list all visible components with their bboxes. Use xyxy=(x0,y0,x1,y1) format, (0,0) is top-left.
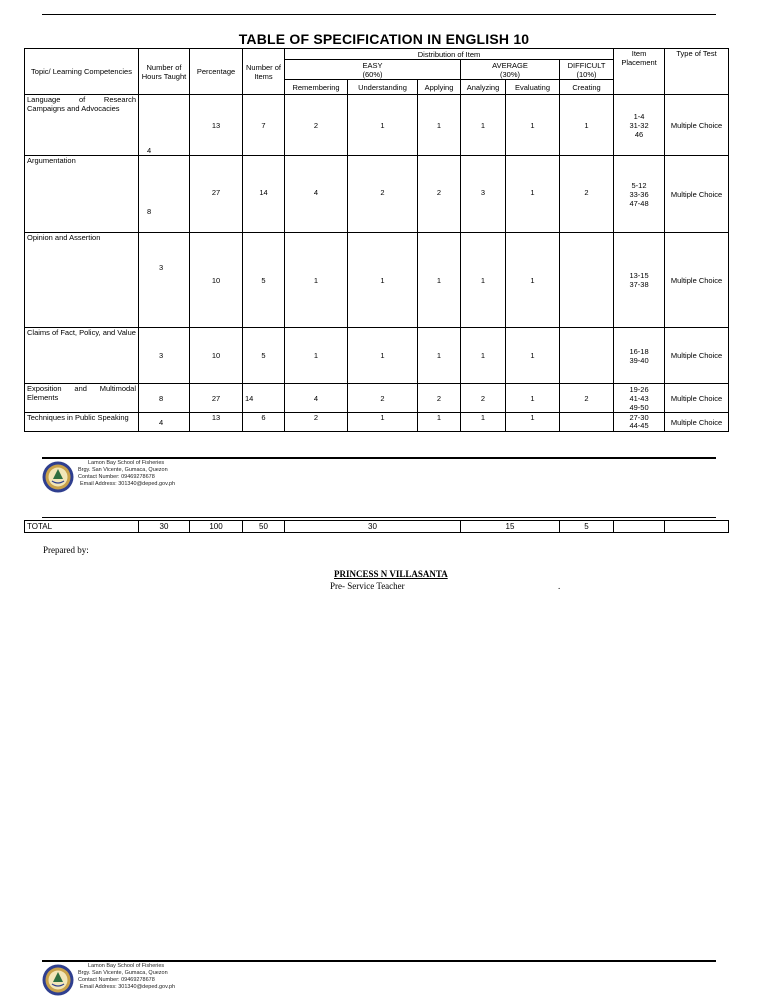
row-understanding: 1 xyxy=(348,233,418,328)
total-percentage: 100 xyxy=(190,521,243,533)
row-applying: 2 xyxy=(418,384,461,413)
row-analyzing: 2 xyxy=(461,384,506,413)
row-placement: 27-30 44-45 xyxy=(614,413,665,432)
row-topic: Argumentation xyxy=(25,156,139,233)
row-hours: 8 xyxy=(139,156,190,233)
row-items: 5 xyxy=(243,328,285,384)
top-rule xyxy=(42,14,716,15)
row-hours: 8 xyxy=(139,384,190,413)
row-creating xyxy=(560,233,614,328)
school-address: Brgy. San Vicente, Gumaca, Quezon xyxy=(78,970,168,976)
header-placement: Item Placement xyxy=(614,49,665,95)
row-type: Multiple Choice xyxy=(665,328,729,384)
row-type: Multiple Choice xyxy=(665,95,729,156)
school-seal-icon xyxy=(42,461,74,493)
row-applying: 1 xyxy=(418,95,461,156)
total-table xyxy=(24,520,729,533)
row-creating xyxy=(560,328,614,384)
total-difficult: 5 xyxy=(560,521,614,533)
header-percentage: Percentage xyxy=(190,49,243,95)
row-placement: 16-18 39-40 xyxy=(614,328,665,384)
school-info xyxy=(78,963,175,991)
total-rule xyxy=(42,517,716,518)
row-analyzing: 1 xyxy=(461,328,506,384)
signatory-role: Pre- Service Teacher xyxy=(330,581,405,591)
row-topic: Exposition and Multimodal Elements xyxy=(25,384,139,413)
row-understanding: 1 xyxy=(348,328,418,384)
row-items: 6 xyxy=(243,413,285,432)
row-placement: 19-26 41-43 49-50 xyxy=(614,384,665,413)
row-evaluating: 1 xyxy=(506,328,560,384)
header-type: Type of Test xyxy=(665,49,729,95)
row-understanding: 1 xyxy=(348,413,418,432)
row-applying: 1 xyxy=(418,328,461,384)
school-footer xyxy=(42,457,716,497)
total-average: 15 xyxy=(461,521,560,533)
row-evaluating: 1 xyxy=(506,156,560,233)
row-understanding: 2 xyxy=(348,156,418,233)
total-label: TOTAL xyxy=(25,521,139,533)
row-understanding: 2 xyxy=(348,384,418,413)
school-email: Email Address: 301340@deped.gov.ph xyxy=(80,984,176,990)
row-applying: 1 xyxy=(418,233,461,328)
signatory-name: PRINCESS N VILLASANTA xyxy=(334,569,448,579)
header-easy: EASY (60%) xyxy=(285,60,461,80)
table-row xyxy=(25,95,729,156)
header-creating: Creating xyxy=(560,80,614,95)
row-remembering: 1 xyxy=(285,233,348,328)
row-items: 5 xyxy=(243,233,285,328)
row-analyzing: 1 xyxy=(461,233,506,328)
row-creating xyxy=(560,413,614,432)
header-topic: Topic/ Learning Competencies xyxy=(25,49,139,95)
row-percentage: 13 xyxy=(190,413,243,432)
document-title: TABLE OF SPECIFICATION IN ENGLISH 10 xyxy=(238,31,530,47)
row-topic: Techniques in Public Speaking xyxy=(25,413,139,432)
row-creating: 2 xyxy=(560,156,614,233)
row-remembering: 4 xyxy=(285,156,348,233)
row-placement: 1-4 31-32 46 xyxy=(614,95,665,156)
total-hours: 30 xyxy=(139,521,190,533)
school-name: Lamon Bay School of Fisheries xyxy=(88,963,165,969)
row-items: 14 xyxy=(243,156,285,233)
row-hours: 4 xyxy=(139,413,190,432)
signatory-trailing-mark: . xyxy=(558,581,561,591)
school-info xyxy=(78,460,175,488)
school-email: Email Address: 301340@deped.gov.ph xyxy=(80,481,176,487)
row-hours: 3 xyxy=(139,233,190,328)
row-items: 14 xyxy=(243,384,285,413)
row-creating: 1 xyxy=(560,95,614,156)
row-topic: Opinion and Assertion xyxy=(25,233,139,328)
table-row xyxy=(25,328,729,384)
total-type-empty xyxy=(665,521,729,533)
row-analyzing: 1 xyxy=(461,413,506,432)
row-applying: 1 xyxy=(418,413,461,432)
header-distribution: Distribution of Item xyxy=(285,49,614,60)
school-contact: Contact Number: 09469278678 xyxy=(78,474,155,480)
table-row xyxy=(25,233,729,328)
total-items: 50 xyxy=(243,521,285,533)
header-items: Number of Items xyxy=(243,49,285,95)
row-percentage: 27 xyxy=(190,156,243,233)
row-analyzing: 1 xyxy=(461,95,506,156)
row-placement: 5-12 33-36 47-48 xyxy=(614,156,665,233)
row-type: Multiple Choice xyxy=(665,233,729,328)
footer-rule xyxy=(42,960,716,962)
header-evaluating: Evaluating xyxy=(506,80,560,95)
row-percentage: 27 xyxy=(190,384,243,413)
row-applying: 2 xyxy=(418,156,461,233)
header-applying: Applying xyxy=(418,80,461,95)
row-analyzing: 3 xyxy=(461,156,506,233)
row-remembering: 1 xyxy=(285,328,348,384)
school-contact: Contact Number: 09469278678 xyxy=(78,977,155,983)
row-evaluating: 1 xyxy=(506,233,560,328)
row-percentage: 10 xyxy=(190,328,243,384)
table-row xyxy=(25,413,729,432)
row-topic: Language of Research Campaigns and Advocacies xyxy=(25,95,139,156)
header-hours: Number of Hours Taught xyxy=(139,49,190,95)
row-percentage: 10 xyxy=(190,233,243,328)
school-seal-icon xyxy=(42,964,74,996)
row-creating: 2 xyxy=(560,384,614,413)
total-row xyxy=(25,521,729,533)
row-type: Multiple Choice xyxy=(665,384,729,413)
row-placement: 13-15 37-38 xyxy=(614,233,665,328)
header-analyzing: Analyzing xyxy=(461,80,506,95)
row-items: 7 xyxy=(243,95,285,156)
header-difficult: DIFFICULT (10%) xyxy=(560,60,614,80)
school-footer-bottom xyxy=(42,960,716,1000)
row-topic: Claims of Fact, Policy, and Value xyxy=(25,328,139,384)
total-placement-empty xyxy=(614,521,665,533)
school-name: Lamon Bay School of Fisheries xyxy=(88,460,165,466)
row-percentage: 13 xyxy=(190,95,243,156)
school-address: Brgy. San Vicente, Gumaca, Quezon xyxy=(78,467,168,473)
prepared-by-label: Prepared by: xyxy=(43,545,89,555)
footer-rule xyxy=(42,457,716,459)
header-remembering: Remembering xyxy=(285,80,348,95)
row-type: Multiple Choice xyxy=(665,156,729,233)
row-understanding: 1 xyxy=(348,95,418,156)
row-remembering: 4 xyxy=(285,384,348,413)
header-understanding: Understanding xyxy=(348,80,418,95)
row-type: Multiple Choice xyxy=(665,413,729,432)
row-hours: 3 xyxy=(139,328,190,384)
row-remembering: 2 xyxy=(285,413,348,432)
row-evaluating: 1 xyxy=(506,95,560,156)
row-remembering: 2 xyxy=(285,95,348,156)
row-evaluating: 1 xyxy=(506,413,560,432)
total-easy: 30 xyxy=(285,521,461,533)
table-row xyxy=(25,384,729,413)
row-hours: 4 xyxy=(139,95,190,156)
specification-table xyxy=(24,48,729,432)
header-average: AVERAGE (30%) xyxy=(461,60,560,80)
row-evaluating: 1 xyxy=(506,384,560,413)
table-row xyxy=(25,156,729,233)
